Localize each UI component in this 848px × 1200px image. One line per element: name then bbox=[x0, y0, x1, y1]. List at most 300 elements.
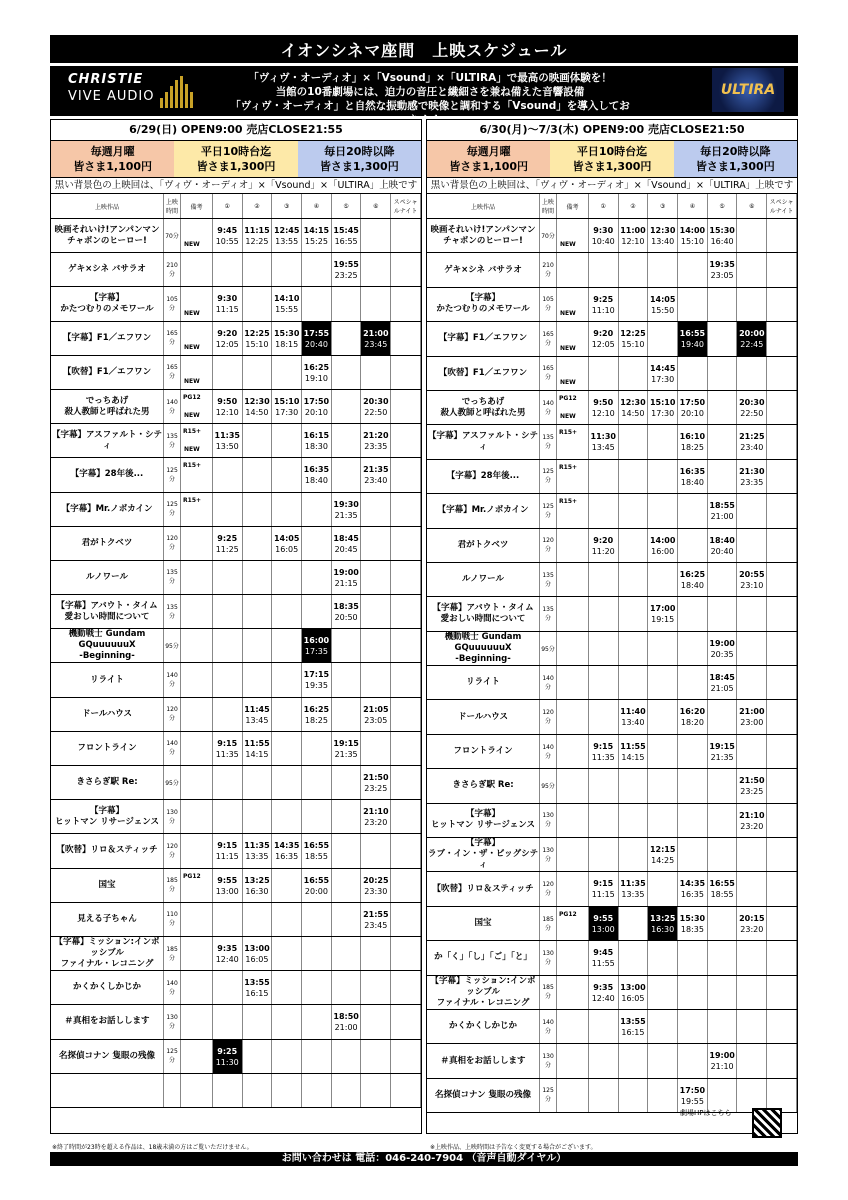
header-slot: ③ bbox=[272, 194, 302, 219]
showtime[interactable]: 13:00 16:05 bbox=[242, 936, 272, 970]
showtime[interactable]: 17:15 19:35 bbox=[302, 663, 332, 697]
showtime[interactable]: 18:35 20:50 bbox=[331, 595, 361, 629]
empty-slot bbox=[678, 769, 708, 803]
showtime[interactable]: 9:45 11:55 bbox=[588, 941, 618, 975]
showtime[interactable]: 14:15 15:25 bbox=[302, 219, 332, 253]
showtime[interactable]: 16:15 18:30 bbox=[302, 424, 332, 458]
runtime: 105分 bbox=[540, 287, 557, 321]
showtime[interactable]: 20:30 22:50 bbox=[361, 389, 391, 423]
empty-slot bbox=[648, 975, 678, 1009]
empty-slot bbox=[331, 902, 361, 936]
empty-slot bbox=[361, 287, 391, 321]
showtime[interactable]: 13:55 16:15 bbox=[242, 971, 272, 1005]
showtime[interactable]: 15:30 16:40 bbox=[707, 219, 737, 253]
runtime: 130分 bbox=[164, 1005, 181, 1039]
table-row bbox=[51, 766, 421, 800]
showtime[interactable]: 9:55 13:00 bbox=[588, 906, 618, 940]
runtime: 135分 bbox=[164, 595, 181, 629]
movie-title[interactable]: 君がトクベツ bbox=[51, 526, 164, 560]
rating-flag bbox=[181, 253, 213, 287]
empty-slot bbox=[272, 800, 302, 834]
showtime[interactable]: 20:30 22:50 bbox=[737, 390, 767, 424]
price-box: 毎週月曜 皆さま1,100円 bbox=[427, 141, 550, 177]
showtime[interactable]: 19:00 20:35 bbox=[707, 631, 737, 665]
table-row bbox=[427, 425, 797, 459]
movie-title[interactable]: フロントライン bbox=[51, 731, 164, 765]
movie-title[interactable] bbox=[51, 1073, 164, 1107]
showtime[interactable]: 20:25 23:30 bbox=[361, 868, 391, 902]
empty-slot bbox=[361, 731, 391, 765]
empty-slot bbox=[767, 459, 797, 493]
empty-slot bbox=[391, 731, 421, 765]
movie-title[interactable]: ＃真相をお話しします bbox=[51, 1005, 164, 1039]
empty-slot bbox=[618, 631, 648, 665]
table-row bbox=[427, 322, 797, 356]
showtime[interactable]: 18:55 21:00 bbox=[707, 494, 737, 528]
table-row bbox=[51, 868, 421, 902]
rating-flag bbox=[557, 597, 589, 631]
empty-slot bbox=[331, 629, 361, 663]
showtime[interactable]: 9:45 10:55 bbox=[212, 219, 242, 253]
empty-slot bbox=[391, 389, 421, 423]
empty-slot bbox=[588, 253, 618, 287]
showtime[interactable]: 16:25 19:10 bbox=[302, 355, 332, 389]
showtime[interactable]: 20:00 22:45 bbox=[737, 322, 767, 356]
rating-flag bbox=[181, 800, 213, 834]
empty-slot bbox=[302, 766, 332, 800]
empty-slot bbox=[242, 1039, 272, 1073]
showtime[interactable]: 14:35 16:35 bbox=[678, 872, 708, 906]
empty-slot bbox=[242, 424, 272, 458]
empty-slot bbox=[618, 528, 648, 562]
showtime[interactable]: 9:20 12:05 bbox=[212, 321, 242, 355]
movie-title[interactable]: 【字幕】Mr.ノボカイン bbox=[51, 492, 164, 526]
movie-title[interactable]: ＃真相をお話しします bbox=[427, 1044, 540, 1078]
showtime[interactable]: 16:10 18:25 bbox=[678, 425, 708, 459]
table-row bbox=[51, 424, 421, 458]
empty-slot bbox=[767, 734, 797, 768]
showtime[interactable]: 20:15 23:20 bbox=[737, 906, 767, 940]
movie-title[interactable]: 国宝 bbox=[427, 906, 540, 940]
promo-banner bbox=[50, 66, 798, 126]
showtime[interactable]: 16:55 19:40 bbox=[678, 322, 708, 356]
showtime[interactable]: 11:55 14:15 bbox=[242, 731, 272, 765]
contact-bar: お問い合わせは 電話：046-240-7904 （音声自動ダイヤル） bbox=[50, 1152, 798, 1166]
movie-title[interactable]: 【字幕】 ヒットマン リサージェンス bbox=[427, 803, 540, 837]
showtime[interactable]: 9:20 11:20 bbox=[588, 528, 618, 562]
empty-slot bbox=[678, 494, 708, 528]
showtime[interactable]: 11:35 13:35 bbox=[242, 834, 272, 868]
movie-title[interactable]: 【字幕】28年後... bbox=[51, 458, 164, 492]
empty-slot bbox=[648, 322, 678, 356]
rating-flag: PG12 bbox=[557, 906, 589, 940]
rating-flag bbox=[557, 734, 589, 768]
movie-title[interactable]: 【字幕】Mr.ノボカイン bbox=[427, 494, 540, 528]
empty-slot bbox=[737, 253, 767, 287]
showtime[interactable]: 21:00 23:00 bbox=[737, 700, 767, 734]
empty-slot bbox=[272, 492, 302, 526]
showtime[interactable]: 16:35 18:40 bbox=[302, 458, 332, 492]
empty-slot bbox=[618, 253, 648, 287]
empty-slot bbox=[588, 803, 618, 837]
movie-title[interactable]: 【字幕】ミッション:インポッシブル ファイナル・レコニング bbox=[427, 975, 540, 1009]
rating-flag: R15+ bbox=[181, 458, 213, 492]
movie-title[interactable]: ドールハウス bbox=[427, 700, 540, 734]
price-row bbox=[427, 141, 797, 178]
showtime[interactable]: 14:05 15:50 bbox=[648, 287, 678, 321]
empty-slot bbox=[648, 734, 678, 768]
table-row bbox=[427, 734, 797, 768]
empty-slot bbox=[302, 936, 332, 970]
empty-slot bbox=[302, 1005, 332, 1039]
showtime[interactable]: 13:25 16:30 bbox=[648, 906, 678, 940]
runtime: 140分 bbox=[164, 663, 181, 697]
showtime[interactable]: 21:25 23:40 bbox=[737, 425, 767, 459]
movie-title[interactable]: 【字幕】アスファルト・シティ bbox=[51, 424, 164, 458]
showtime[interactable]: 19:15 21:35 bbox=[331, 731, 361, 765]
empty-slot bbox=[767, 597, 797, 631]
empty-slot bbox=[302, 1073, 332, 1107]
empty-slot bbox=[678, 253, 708, 287]
movie-title[interactable]: 国宝 bbox=[51, 868, 164, 902]
empty-slot bbox=[618, 838, 648, 872]
header-slot: ④ bbox=[678, 194, 708, 219]
movie-title[interactable]: 【吹替】F1／エフワン bbox=[51, 355, 164, 389]
movie-title[interactable]: リライト bbox=[427, 666, 540, 700]
movie-title[interactable]: 【字幕】ミッション:インポッシブル ファイナル・レコニング bbox=[51, 936, 164, 970]
table-row bbox=[427, 287, 797, 321]
showtime[interactable]: 15:10 17:30 bbox=[648, 390, 678, 424]
runtime: 185分 bbox=[540, 975, 557, 1009]
showtime[interactable]: 11:35 13:35 bbox=[618, 872, 648, 906]
rating-flag bbox=[557, 528, 589, 562]
empty-slot bbox=[767, 700, 797, 734]
movie-title[interactable]: 【字幕】 ヒットマン リサージェンス bbox=[51, 800, 164, 834]
showtime[interactable]: 9:15 11:35 bbox=[588, 734, 618, 768]
empty-slot bbox=[737, 941, 767, 975]
runtime: 125分 bbox=[540, 1078, 557, 1112]
showtime[interactable]: 11:45 13:45 bbox=[242, 697, 272, 731]
rating-flag bbox=[181, 526, 213, 560]
showtime[interactable]: 11:40 13:40 bbox=[618, 700, 648, 734]
runtime: 165分 bbox=[164, 355, 181, 389]
showtime[interactable]: 14:10 15:55 bbox=[272, 287, 302, 321]
header-slot: ② bbox=[242, 194, 272, 219]
runtime: 120分 bbox=[164, 697, 181, 731]
header-movie: 上映作品 bbox=[427, 194, 540, 219]
movie-title[interactable]: 君がトクベツ bbox=[427, 528, 540, 562]
movie-title[interactable]: ゲキ×シネ バサラオ bbox=[51, 253, 164, 287]
showtime[interactable]: 18:40 20:40 bbox=[707, 528, 737, 562]
showtime[interactable]: 19:30 21:35 bbox=[331, 492, 361, 526]
showtime[interactable]: 16:20 18:20 bbox=[678, 700, 708, 734]
showtime[interactable]: 17:50 20:10 bbox=[678, 390, 708, 424]
movie-title[interactable]: 【字幕】アバウト・タイム 愛おしい時間について bbox=[51, 595, 164, 629]
empty-slot bbox=[618, 803, 648, 837]
empty-slot bbox=[588, 769, 618, 803]
empty-slot bbox=[618, 356, 648, 390]
movie-title[interactable]: 【字幕】 かたつむりのメモワール bbox=[51, 287, 164, 321]
showtime[interactable]: 11:30 13:45 bbox=[588, 425, 618, 459]
banner-text: 「ヴィヴ・オーディオ」×「Vsound」×「ULTIRA」で最高の映画体験を！ 当館の10番劇場には、迫力の音圧と繊細さを兼ね備えた音響設備 「ヴィヴ・オーディオ」と自然な振動感で映像と調和する「Vsound」を導入しております。 bbox=[230, 72, 630, 126]
showtime[interactable]: 9:50 12:10 bbox=[212, 389, 242, 423]
showtime[interactable]: 21:10 23:20 bbox=[361, 800, 391, 834]
showtime[interactable]: 9:55 13:00 bbox=[212, 868, 242, 902]
runtime: 95分 bbox=[164, 629, 181, 663]
showtime[interactable]: 12:30 13:40 bbox=[648, 219, 678, 253]
showtime[interactable]: 13:55 16:15 bbox=[618, 1009, 648, 1043]
rating-flag: NEW bbox=[181, 219, 213, 253]
showtime[interactable]: 17:50 19:55 bbox=[678, 1078, 708, 1112]
qr-code-icon[interactable] bbox=[752, 1108, 782, 1138]
empty-slot bbox=[391, 629, 421, 663]
empty-slot bbox=[391, 424, 421, 458]
showtime[interactable]: 21:00 23:45 bbox=[361, 321, 391, 355]
showtime[interactable]: 9:25 11:10 bbox=[588, 287, 618, 321]
movie-title[interactable]: 【字幕】アバウト・タイム 愛おしい時間について bbox=[427, 597, 540, 631]
showtime[interactable]: 14:00 16:00 bbox=[648, 528, 678, 562]
table-row bbox=[51, 458, 421, 492]
movie-title[interactable]: ルノワール bbox=[51, 560, 164, 594]
movie-title[interactable]: 名探偵コナン 隻眼の残像 bbox=[51, 1039, 164, 1073]
showtime[interactable]: 19:35 23:05 bbox=[707, 253, 737, 287]
showtime[interactable]: 11:15 12:25 bbox=[242, 219, 272, 253]
movie-title[interactable]: ドールハウス bbox=[51, 697, 164, 731]
showtime[interactable]: 16:35 18:40 bbox=[678, 459, 708, 493]
showtime[interactable]: 9:25 11:30 bbox=[212, 1039, 242, 1073]
showtime[interactable]: 16:00 17:35 bbox=[302, 629, 332, 663]
movie-title[interactable]: 【吹替】リロ＆スティッチ bbox=[51, 834, 164, 868]
showtime[interactable]: 13:00 16:05 bbox=[618, 975, 648, 1009]
table-header bbox=[51, 194, 421, 219]
empty-slot bbox=[242, 1073, 272, 1107]
empty-slot bbox=[767, 253, 797, 287]
movie-title[interactable]: 【字幕】F1／エフワン bbox=[427, 322, 540, 356]
movie-title[interactable]: 機動戦士 Gundam GQuuuuuuX -Beginning- bbox=[51, 629, 164, 663]
showtime[interactable]: 13:25 16:30 bbox=[242, 868, 272, 902]
showtime[interactable]: 17:50 20:10 bbox=[302, 389, 332, 423]
empty-slot bbox=[707, 803, 737, 837]
showtime[interactable]: 9:35 12:40 bbox=[588, 975, 618, 1009]
showtime[interactable]: 21:30 23:35 bbox=[737, 459, 767, 493]
table-row bbox=[51, 834, 421, 868]
showtime[interactable]: 12:45 13:55 bbox=[272, 219, 302, 253]
table-row bbox=[427, 253, 797, 287]
showtime[interactable]: 19:15 21:35 bbox=[707, 734, 737, 768]
movie-title[interactable]: フロントライン bbox=[427, 734, 540, 768]
movie-title[interactable]: ゲキ×シネ バサラオ bbox=[427, 253, 540, 287]
showtime[interactable]: 20:55 23:10 bbox=[737, 562, 767, 596]
empty-slot bbox=[767, 494, 797, 528]
table-row bbox=[427, 356, 797, 390]
movie-title[interactable]: 【吹替】リロ＆スティッチ bbox=[427, 872, 540, 906]
empty-slot bbox=[648, 494, 678, 528]
rating-flag: R15+ bbox=[557, 425, 589, 459]
showtime[interactable]: 9:15 11:15 bbox=[588, 872, 618, 906]
runtime: 130分 bbox=[164, 800, 181, 834]
empty-slot bbox=[391, 526, 421, 560]
showtime[interactable]: 14:35 16:35 bbox=[272, 834, 302, 868]
empty-slot bbox=[618, 1078, 648, 1112]
empty-slot bbox=[302, 902, 332, 936]
showtime[interactable]: 9:50 12:10 bbox=[588, 390, 618, 424]
empty-slot bbox=[618, 562, 648, 596]
rating-flag: NEW bbox=[557, 219, 589, 253]
table-row bbox=[427, 631, 797, 665]
showtime[interactable]: 9:25 11:25 bbox=[212, 526, 242, 560]
movie-title[interactable]: 見える子ちゃん bbox=[51, 902, 164, 936]
empty-slot bbox=[331, 458, 361, 492]
movie-title[interactable]: 【吹替】F1／エフワン bbox=[427, 356, 540, 390]
showtime[interactable]: 12:30 14:50 bbox=[242, 389, 272, 423]
empty-slot bbox=[737, 528, 767, 562]
empty-slot bbox=[767, 872, 797, 906]
runtime: 165分 bbox=[164, 321, 181, 355]
showtime[interactable]: 12:15 14:25 bbox=[648, 838, 678, 872]
movie-title[interactable]: リライト bbox=[51, 663, 164, 697]
table-row bbox=[427, 700, 797, 734]
movie-title[interactable]: か「く」「し」「ご」「と」 bbox=[427, 941, 540, 975]
showtime[interactable]: 16:55 18:55 bbox=[302, 834, 332, 868]
movie-title[interactable]: かくかくしかじか bbox=[51, 971, 164, 1005]
movie-title[interactable]: 【字幕】28年後... bbox=[427, 459, 540, 493]
movie-title[interactable]: 名探偵コナン 隻眼の残像 bbox=[427, 1078, 540, 1112]
table-row bbox=[51, 253, 421, 287]
showtime[interactable]: 15:30 18:35 bbox=[678, 906, 708, 940]
rating-flag bbox=[181, 1073, 213, 1107]
panel-date: 6/30(月)～7/3(木) OPEN9:00 売店CLOSE21:50 bbox=[427, 120, 797, 141]
empty-slot bbox=[391, 560, 421, 594]
showtime[interactable]: 15:30 18:15 bbox=[272, 321, 302, 355]
header-runtime: 上映時間 bbox=[540, 194, 557, 219]
runtime: 165分 bbox=[540, 322, 557, 356]
movie-title[interactable]: きさらぎ駅 Re: bbox=[51, 766, 164, 800]
empty-slot bbox=[678, 838, 708, 872]
footnote-left: ※終了時間が23時を超える作品は、18歳未満の方はご覧いただけません。 bbox=[52, 1144, 253, 1151]
empty-slot bbox=[648, 1009, 678, 1043]
showtime[interactable]: 14:05 16:05 bbox=[272, 526, 302, 560]
showtime[interactable]: 17:55 20:40 bbox=[302, 321, 332, 355]
showtime[interactable]: 11:55 14:15 bbox=[618, 734, 648, 768]
header-slot: ① bbox=[588, 194, 618, 219]
showtime[interactable]: 19:00 21:15 bbox=[331, 560, 361, 594]
movie-title[interactable]: 映画それいけ!アンパンマン チャポンのヒーロー! bbox=[51, 219, 164, 253]
empty-slot bbox=[302, 1039, 332, 1073]
rating-flag bbox=[557, 872, 589, 906]
runtime: 140分 bbox=[540, 390, 557, 424]
table-row bbox=[51, 697, 421, 731]
movie-title[interactable]: でっちあげ 殺人教師と呼ばれた男 bbox=[427, 390, 540, 424]
rating-flag bbox=[557, 769, 589, 803]
movie-title[interactable]: 【字幕】 ラブ・イン・ザ・ビッグシティ bbox=[427, 838, 539, 871]
showtime[interactable]: 15:10 17:30 bbox=[272, 389, 302, 423]
showtime[interactable]: 16:25 18:40 bbox=[678, 562, 708, 596]
empty-slot bbox=[678, 941, 708, 975]
showtime[interactable]: 19:00 21:10 bbox=[707, 1044, 737, 1078]
movie-title[interactable]: きさらぎ駅 Re: bbox=[427, 769, 540, 803]
movie-title[interactable]: 機動戦士 Gundam GQuuuuuuX -Beginning- bbox=[427, 631, 540, 665]
showtime[interactable]: 9:35 12:40 bbox=[212, 936, 242, 970]
movie-title[interactable]: 【字幕】 かたつむりのメモワール bbox=[427, 287, 540, 321]
showtime[interactable]: 18:50 21:00 bbox=[331, 1005, 361, 1039]
showtime[interactable]: 21:50 23:25 bbox=[361, 766, 391, 800]
showtime[interactable]: 21:50 23:25 bbox=[737, 769, 767, 803]
table-row bbox=[427, 941, 797, 975]
runtime: 110分 bbox=[164, 902, 181, 936]
empty-slot bbox=[361, 560, 391, 594]
showtime[interactable]: 16:55 20:00 bbox=[302, 868, 332, 902]
showtime[interactable]: 21:05 23:05 bbox=[361, 697, 391, 731]
movie-title[interactable]: 【字幕】F1／エフワン bbox=[51, 321, 164, 355]
empty-slot bbox=[767, 906, 797, 940]
empty-slot bbox=[331, 355, 361, 389]
empty-slot bbox=[648, 631, 678, 665]
showtime[interactable]: 12:25 15:10 bbox=[618, 322, 648, 356]
rating-flag bbox=[557, 631, 589, 665]
showtime[interactable]: 17:00 19:15 bbox=[648, 597, 678, 631]
empty-slot bbox=[212, 458, 242, 492]
showtime[interactable]: 18:45 20:45 bbox=[331, 526, 361, 560]
rating-flag bbox=[557, 253, 589, 287]
movie-title[interactable]: でっちあげ 殺人教師と呼ばれた男 bbox=[51, 389, 164, 423]
showtime[interactable]: 15:45 16:55 bbox=[331, 219, 361, 253]
qr-label: 劇場HPはこちら bbox=[680, 1109, 732, 1117]
runtime: 70分 bbox=[540, 219, 557, 253]
empty-slot bbox=[737, 734, 767, 768]
showtime[interactable]: 16:25 18:25 bbox=[302, 697, 332, 731]
movie-title[interactable]: 【字幕】アスファルト・シティ bbox=[427, 425, 540, 459]
empty-slot bbox=[331, 389, 361, 423]
showtime[interactable]: 12:30 14:50 bbox=[618, 390, 648, 424]
movie-title[interactable]: ルノワール bbox=[427, 562, 540, 596]
header-slot: ③ bbox=[648, 194, 678, 219]
empty-slot bbox=[618, 666, 648, 700]
showtime[interactable]: 21:10 23:20 bbox=[737, 803, 767, 837]
showtime[interactable]: 9:15 11:35 bbox=[212, 731, 242, 765]
showtime[interactable]: 18:45 21:05 bbox=[707, 666, 737, 700]
empty-slot bbox=[272, 1005, 302, 1039]
showtime[interactable]: 21:55 23:45 bbox=[361, 902, 391, 936]
showtime[interactable]: 14:45 17:30 bbox=[648, 356, 678, 390]
movie-title[interactable]: かくかくしかじか bbox=[427, 1009, 540, 1043]
showtime[interactable]: 9:15 11:15 bbox=[212, 834, 242, 868]
empty-slot bbox=[648, 769, 678, 803]
showtime[interactable]: 14:00 15:10 bbox=[678, 219, 708, 253]
table-row bbox=[427, 390, 797, 424]
showtime[interactable]: 9:30 11:15 bbox=[212, 287, 242, 321]
empty-slot bbox=[361, 595, 391, 629]
movie-title[interactable]: 映画それいけ!アンパンマン チャポンのヒーロー! bbox=[427, 219, 540, 253]
empty-slot bbox=[648, 425, 678, 459]
showtime[interactable]: 9:20 12:05 bbox=[588, 322, 618, 356]
table-row bbox=[51, 971, 421, 1005]
showtime[interactable]: 12:25 15:10 bbox=[242, 321, 272, 355]
rating-flag bbox=[557, 562, 589, 596]
showtime[interactable]: 21:20 23:35 bbox=[361, 424, 391, 458]
empty-slot bbox=[767, 1044, 797, 1078]
empty-slot bbox=[618, 459, 648, 493]
showtime[interactable]: 11:00 12:10 bbox=[618, 219, 648, 253]
schedule-panel-0630-0703 bbox=[426, 119, 798, 1134]
showtime[interactable]: 21:35 23:40 bbox=[361, 458, 391, 492]
empty-slot bbox=[767, 666, 797, 700]
showtime[interactable]: 16:55 18:55 bbox=[707, 872, 737, 906]
showtime[interactable]: 9:30 10:40 bbox=[588, 219, 618, 253]
showtime[interactable]: 19:55 23:25 bbox=[331, 253, 361, 287]
showtime[interactable]: 11:35 13:50 bbox=[212, 424, 242, 458]
empty-slot bbox=[242, 663, 272, 697]
empty-slot bbox=[272, 1073, 302, 1107]
